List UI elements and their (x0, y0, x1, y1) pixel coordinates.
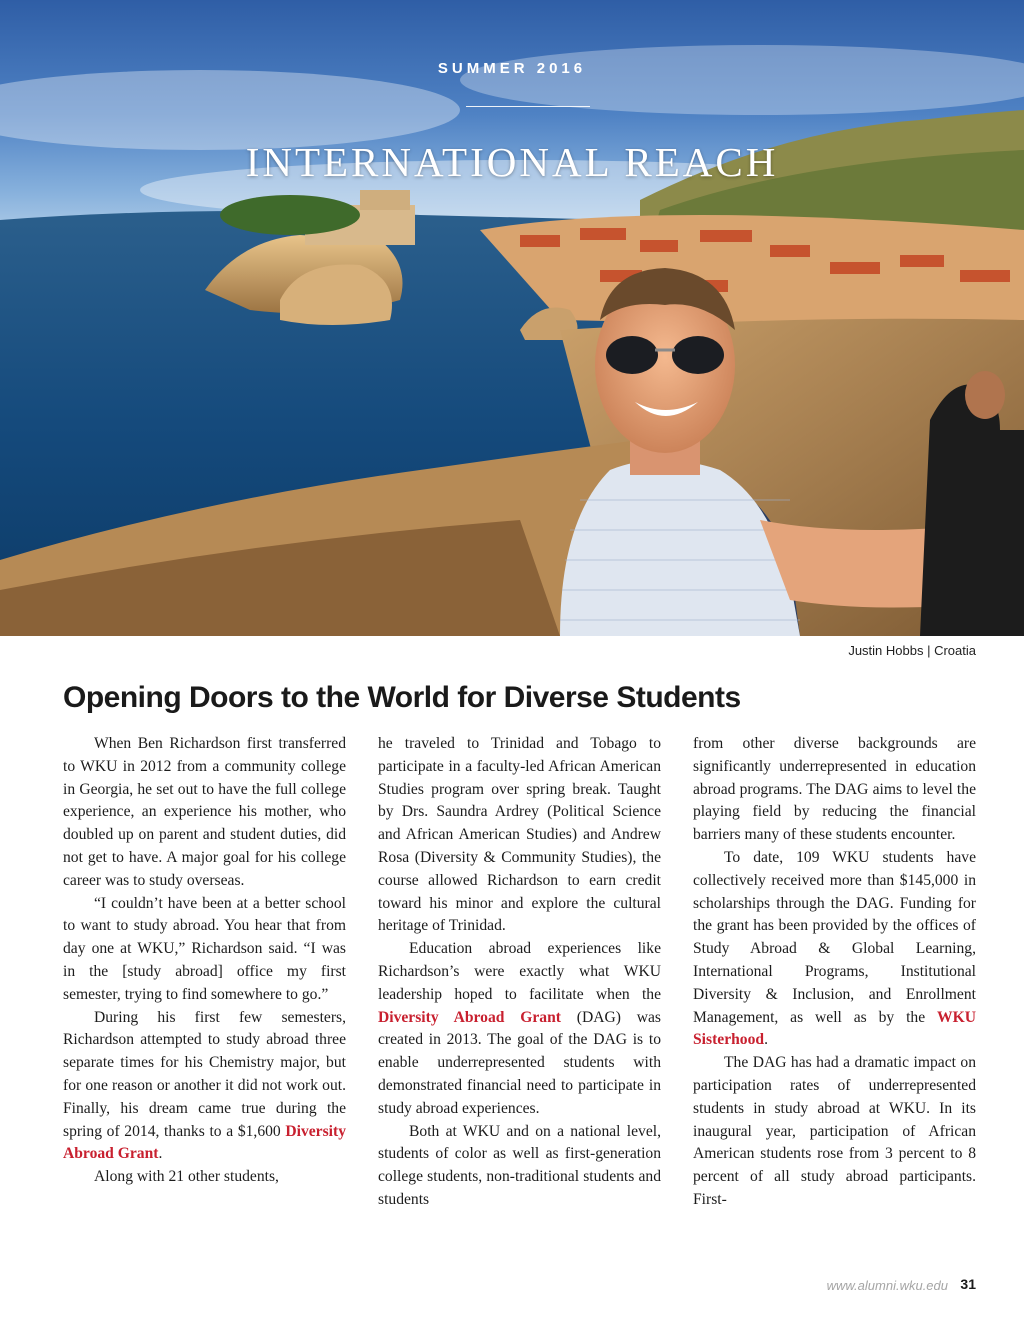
paragraph-text: . (158, 1145, 163, 1163)
wku-sisterhood-link[interactable]: WKU Sisterhood (693, 1008, 976, 1049)
section-title: INTERNATIONAL REACH (245, 139, 779, 185)
paragraph (378, 938, 661, 1120)
paragraph: from other diverse backgrounds are significantly underrepresented in education abroad programs. The DAG aims to level the playing field by reducing the financial barriers many of these students encounter. (693, 735, 976, 844)
issue-label: SUMMER 2016 (437, 60, 587, 77)
header-divider (466, 106, 590, 107)
article-column-2 (378, 733, 661, 1212)
paragraph-text: Education abroad experiences like Richardson’s were exactly what WKU leadership hoped to facilitate when the (378, 940, 661, 1003)
paragraph: he traveled to Trinidad and Tobago to participate in a faculty-led African American Studies program over spring break. Taught by Drs. Saundra Ardrey (Political Science and African American Studies) and Andrew Rosa (Diversity & Community Studies), the course allowed Richardson to earn credit toward his minor and explore the cultural heritage of Trinidad. (378, 735, 661, 935)
article-column-3 (693, 733, 976, 1212)
diversity-abroad-grant-link[interactable]: Diversity Abroad Grant (63, 1122, 346, 1163)
paragraph-text: (DAG) was created in 2013. The goal of the DAG is to enable underrepresented students with demonstrated financial need to participate in study abroad experiences. (378, 1008, 661, 1117)
diversity-abroad-grant-link[interactable]: Diversity Abroad Grant (378, 1008, 561, 1026)
page-number: 31 (960, 1276, 976, 1292)
croatia-selfie-illustration (0, 0, 1024, 636)
paragraph-text: . (764, 1031, 768, 1049)
hero-photo (0, 0, 1024, 636)
article-headline: Opening Doors to the World for Diverse Students (63, 681, 741, 714)
paragraph: The DAG has had a dramatic impact on participation rates of underrepresented students in study abroad at WKU. In its inaugural year, participation of African American students rose from 3 percent to 8 percent of all study abroad participants. First- (693, 1054, 976, 1208)
paragraph: “I couldn’t have been at a better school to want to study abroad. You hear that from day one at WKU,” Richardson said. “I was in the [study abroad] office my first semester, trying to find somewhere to go.” (63, 894, 346, 1003)
paragraph-text: To date, 109 WKU students have collectively received more than $145,000 in scholarships through the DAG. Funding for the grant has been provided by the offices of Study Abroad & Global Learning, International Programs, Institutional Diversity & Inclusion, and Enrollment Management, as well as by the (693, 848, 976, 1026)
paragraph: When Ben Richardson first transferred to WKU in 2012 from a community college in Georgia, he set out to have the full college experience, an experience his mother, who doubled up on parent and student duties, did not get to have. A major goal for his college career was to study overseas. (63, 735, 346, 889)
article-column-1 (63, 733, 346, 1189)
paragraph (693, 847, 976, 1052)
footer-url[interactable]: www.alumni.wku.edu (826, 1278, 948, 1293)
paragraph (63, 1007, 346, 1167)
paragraph: Both at WKU and on a national level, students of color as well as first-generation college students, non-traditional students and students (378, 1122, 661, 1208)
photo-credit: Justin Hobbs | Croatia (848, 643, 976, 658)
paragraph-text: During his first few semesters, Richardson attempted to study abroad three separate times for his Chemistry major, but for one reason or another it did not work out. Finally, his dream came true during the spring of 2014, thanks to a $1,600 (63, 1008, 346, 1140)
paragraph: Along with 21 other students, (94, 1168, 279, 1186)
